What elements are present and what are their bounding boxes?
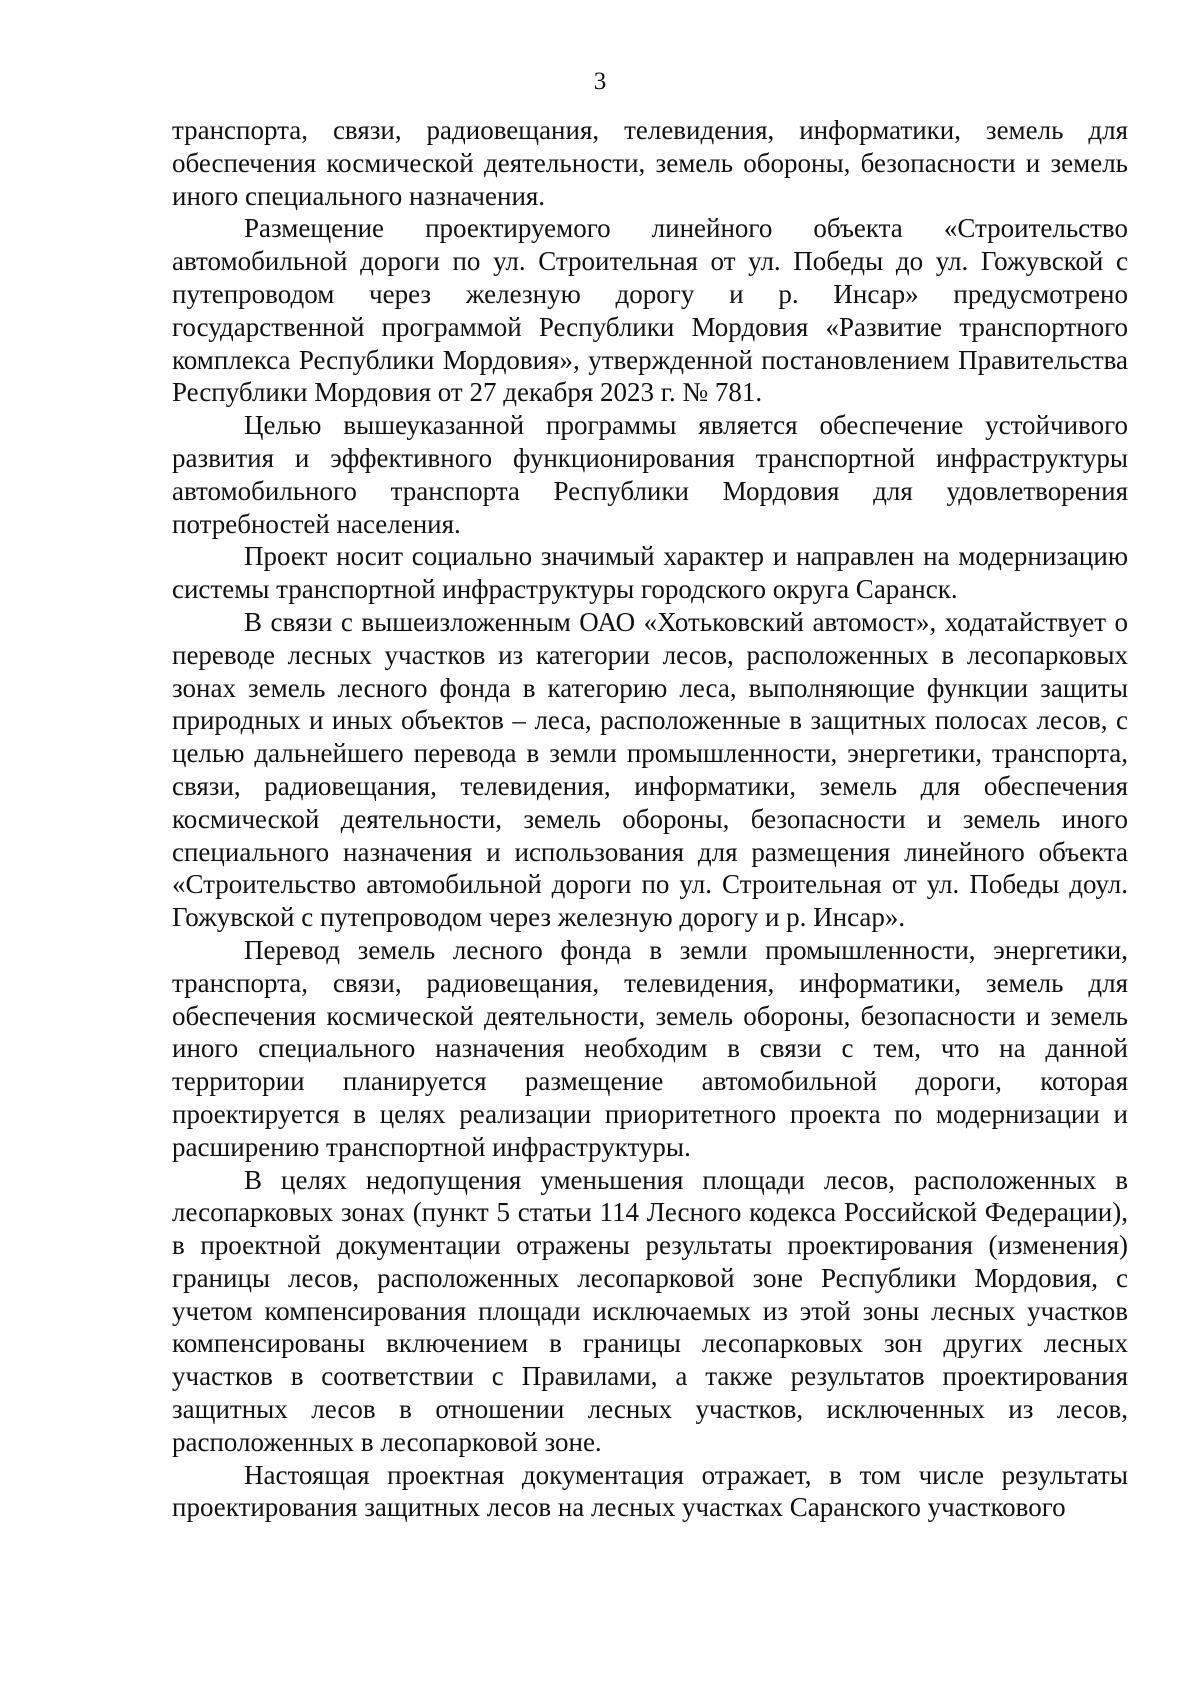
paragraph-documentation: Настоящая проектная документация отражает, в том числе результаты проектирования защитных лесов на лесных участках Саранского участкового bbox=[172, 1459, 1128, 1523]
paragraph-continuation: транспорта, связи, радиовещания, телевидения, информатики, земель для обеспечения космической деятельности, земель обороны, безопасности и земель иного специального назначения. bbox=[172, 115, 1128, 211]
document-body bbox=[172, 114, 1128, 1524]
paragraph-forest-area: В целях недопущения уменьшения площади лесов, расположенных в лесопарковых зонах (пункт 5 статьи 114 Лесного кодекса Российской Федерации), в проектной документации отражены результаты проектирования (изменения) границы лесов, расположенных лесопарковой зоне Республики Мордовия, с учетом компенсирования площади исключаемых из этой зоны лесных участков компенсированы включением в границы лесопарковых зон других лесных участков в соответствии с Правилами, а также результатов проектирования защитных лесов в отношении лесных участков, исключенных из лесов, расположенных в лесопарковой зоне. bbox=[172, 1164, 1128, 1457]
paragraph-petition: В связи с вышеизложенным ОАО «Хотьковский автомост», ходатайствует о переводе лесных участков из категории лесов, расположенных в лесопарковых зонах земель лесного фонда в категорию леса, выполняющие функции защиты природных и иных объектов – леса, расположенные в защитных полосах лесов, с целью дальнейшего перевода в земли промышленности, энергетики, транспорта, связи, радиовещания, телевидения, информатики, земель для обеспечения космической деятельности, земель обороны, безопасности и земель иного специального назначения и использования для размещения линейного объекта «Строительство автомобильной дороги по ул. Строительная от ул. Победы доул. Гожувской с путепроводом через железную дорогу и р. Инсар». bbox=[172, 606, 1128, 933]
paragraph-program-goal: Целью вышеуказанной программы является обеспечение устойчивого развития и эффективного функционирования транспортной инфраструктуры автомобильного транспорта Республики Мордовия для удовлетворения потребностей населения. bbox=[172, 410, 1128, 539]
paragraph-placement: Размещение проектируемого линейного объекта «Строительство автомобильной дороги по ул. Строительная от ул. Победы до ул. Гожувской с путепроводом через железную дорогу и р. Инсар» предусмотрено государственной программой Республики Мордовия «Развитие транспортного комплекса Республики Мордовия», утвержденной постановлением Правительства Республики Мордовия от 27 декабря 2023 г. № 781. bbox=[172, 213, 1128, 408]
page-number: 3 bbox=[593, 68, 607, 95]
paragraph-social-significance: Проект носит социально значимый характер и направлен на модернизацию системы транспортной инфраструктуры городского округа Саранск. bbox=[172, 541, 1128, 605]
paragraph-land-transfer: Перевод земель лесного фонда в земли промышленности, энергетики, транспорта, связи, радиовещания, телевидения, информатики, земель для обеспечения космической деятельности, земель обороны, безопасности и земель иного специального назначения необходим в связи с тем, что на данной территории планируется размещение автомобильной дороги, которая проектируется в целях реализации приоритетного проекта по модернизации и расширению транспортной инфраструктуры. bbox=[172, 934, 1128, 1162]
